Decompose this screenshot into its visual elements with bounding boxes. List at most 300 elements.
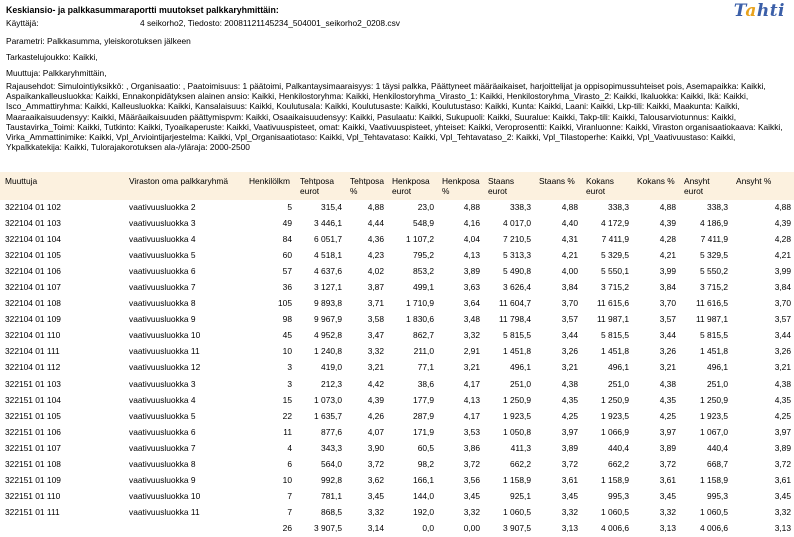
table-cell: 212,3 bbox=[321, 378, 342, 389]
table-cell: 322151 01 108 bbox=[5, 458, 61, 469]
table-cell: 2,91 bbox=[463, 346, 480, 357]
table-cell: 3,72 bbox=[561, 458, 578, 469]
table-cell: 211,0 bbox=[413, 346, 434, 357]
table-cell: 3,89 bbox=[561, 442, 578, 453]
table-cell: 322104 01 103 bbox=[5, 218, 61, 229]
table-cell: 4,17 bbox=[463, 378, 480, 389]
table-cell: 4,88 bbox=[367, 202, 384, 212]
table-cell: 251,0 bbox=[707, 378, 728, 389]
table-cell: 3,13 bbox=[774, 522, 791, 533]
table-cell: vaativuusluokka 12 bbox=[129, 362, 201, 373]
table-cell: 3,89 bbox=[774, 442, 791, 453]
table-cell: vaativuusluokka 8 bbox=[129, 458, 196, 469]
table-cell: 4,44 bbox=[367, 218, 384, 229]
table-cell: 1 250,9 bbox=[601, 394, 629, 405]
table-cell: 1 923,5 bbox=[601, 410, 629, 421]
column-header: Tehtposa eurot bbox=[300, 176, 334, 196]
table-cell: 3,97 bbox=[774, 426, 791, 437]
table-cell: 496,1 bbox=[510, 362, 531, 373]
table-cell: 662,2 bbox=[510, 458, 531, 469]
table-cell: 166,1 bbox=[413, 474, 434, 485]
table-cell: 15 bbox=[282, 394, 292, 405]
table-cell: vaativuusluokka 3 bbox=[129, 218, 196, 229]
table-cell: 4 952,8 bbox=[314, 330, 342, 341]
table-cell: 3,72 bbox=[659, 458, 676, 469]
table-cell: 9 967,9 bbox=[314, 314, 342, 325]
table-cell: 4 172,9 bbox=[601, 218, 629, 229]
table-cell: 564,0 bbox=[321, 458, 342, 469]
table-cell: 4 637,6 bbox=[314, 266, 342, 277]
table-cell: 4,36 bbox=[367, 234, 384, 245]
table-cell: 3 907,5 bbox=[314, 522, 342, 533]
table-cell: 338,3 bbox=[608, 202, 629, 212]
table-cell: 7 210,5 bbox=[503, 234, 531, 245]
table-cell: 251,0 bbox=[510, 378, 531, 389]
table-cell: 45 bbox=[282, 330, 292, 341]
table-row bbox=[0, 264, 794, 280]
table-cell: 11 bbox=[283, 426, 292, 437]
table-cell: 3,99 bbox=[659, 266, 676, 277]
table-cell: 3,70 bbox=[659, 298, 676, 309]
table-cell: 3,71 bbox=[367, 298, 384, 309]
table-cell: 338,3 bbox=[707, 202, 728, 212]
table-cell: 1 635,7 bbox=[314, 410, 342, 421]
table-cell: vaativuusluokka 10 bbox=[129, 330, 201, 341]
table-header-row bbox=[0, 172, 794, 200]
table-cell: 3,57 bbox=[561, 314, 578, 325]
table-cell: vaativuusluokka 2 bbox=[129, 202, 196, 212]
table-cell: 3,21 bbox=[561, 362, 578, 373]
table-cell: 322104 01 108 bbox=[5, 298, 61, 309]
table-cell: 3,89 bbox=[659, 442, 676, 453]
table-cell: 322151 01 103 bbox=[5, 378, 61, 389]
table-cell: 4,25 bbox=[659, 410, 676, 421]
table-cell: 3,61 bbox=[659, 474, 676, 485]
table-cell: 3,99 bbox=[774, 266, 791, 277]
table-cell: 3,56 bbox=[463, 474, 480, 485]
table-cell: 4,38 bbox=[659, 378, 676, 389]
table-cell: 6 bbox=[287, 458, 292, 469]
table-cell: vaativuusluokka 4 bbox=[129, 234, 196, 245]
table-cell: 853,2 bbox=[413, 266, 434, 277]
table-cell: 38,6 bbox=[417, 378, 434, 389]
table-cell: 171,9 bbox=[413, 426, 434, 437]
table-cell: 1 067,0 bbox=[700, 426, 728, 437]
table-cell: 10 bbox=[282, 474, 292, 485]
table-cell: 5 550,1 bbox=[601, 266, 629, 277]
table-cell: 322104 01 102 bbox=[5, 202, 61, 212]
table-row bbox=[0, 425, 794, 441]
table-cell: 7 411,9 bbox=[601, 234, 629, 245]
table-cell: 3,21 bbox=[367, 362, 384, 373]
table-cell: 1 107,2 bbox=[406, 234, 434, 245]
table-cell: 11 616,5 bbox=[696, 298, 728, 309]
table-row bbox=[0, 473, 794, 489]
table-cell: 3,63 bbox=[463, 282, 480, 293]
table-cell: 322151 01 109 bbox=[5, 474, 61, 485]
table-row bbox=[0, 328, 794, 344]
table-cell: 3,48 bbox=[463, 314, 480, 325]
table-cell: 4,04 bbox=[463, 234, 480, 245]
table-row bbox=[0, 393, 794, 409]
table-cell: 105 bbox=[278, 298, 292, 309]
table-cell: 4,16 bbox=[463, 218, 480, 229]
table-cell: 3,72 bbox=[774, 458, 791, 469]
table-cell: 496,1 bbox=[608, 362, 629, 373]
table-cell: 1 060,5 bbox=[601, 506, 629, 517]
table-cell: 192,0 bbox=[413, 506, 434, 517]
table-cell: 322104 01 106 bbox=[5, 266, 61, 277]
table-row bbox=[0, 200, 794, 216]
table-cell: vaativuusluokka 5 bbox=[129, 410, 196, 421]
column-header: Henkposa % bbox=[442, 176, 480, 196]
table-cell: 3,97 bbox=[561, 426, 578, 437]
table-row bbox=[0, 232, 794, 248]
table-cell: 4,39 bbox=[774, 218, 791, 229]
table-cell: 4,35 bbox=[659, 394, 676, 405]
table-cell: vaativuusluokka 9 bbox=[129, 314, 196, 325]
table-cell: 3,62 bbox=[367, 474, 384, 485]
table-cell: 60,5 bbox=[417, 442, 434, 453]
table-cell: 3,13 bbox=[561, 522, 578, 533]
table-cell: 3,45 bbox=[561, 490, 578, 501]
table-cell: 322151 01 111 bbox=[5, 506, 60, 517]
table-cell: 4 186,9 bbox=[700, 218, 728, 229]
column-header: Ansyht % bbox=[736, 176, 772, 186]
table-cell: 4,38 bbox=[561, 378, 578, 389]
table-row bbox=[0, 505, 794, 521]
table-row bbox=[0, 216, 794, 232]
table-cell: 4,88 bbox=[659, 202, 676, 212]
table-cell: 5 313,3 bbox=[503, 250, 531, 261]
table-cell: 22 bbox=[282, 410, 292, 421]
table-cell: 4,35 bbox=[561, 394, 578, 405]
table-cell: vaativuusluokka 11 bbox=[129, 506, 200, 517]
table-body bbox=[0, 200, 794, 537]
table-cell: 3,70 bbox=[774, 298, 791, 309]
table-cell: 3,57 bbox=[774, 314, 791, 325]
table-cell: 26 bbox=[282, 522, 292, 533]
table-cell: 1 158,9 bbox=[700, 474, 728, 485]
table-cell: 9 893,8 bbox=[314, 298, 342, 309]
table-cell: 995,3 bbox=[707, 490, 728, 501]
table-cell: 251,0 bbox=[608, 378, 629, 389]
table-cell: 1 250,9 bbox=[700, 394, 728, 405]
table-cell: vaativuusluokka 6 bbox=[129, 426, 196, 437]
table-cell: 781,1 bbox=[321, 490, 342, 501]
table-cell: 5 815,5 bbox=[503, 330, 531, 341]
table-row bbox=[0, 377, 794, 393]
table-cell: 23,0 bbox=[417, 202, 434, 212]
table-cell: 3,32 bbox=[463, 330, 480, 341]
table-cell: 5 550,2 bbox=[700, 266, 728, 277]
table-row bbox=[0, 457, 794, 473]
results-table bbox=[0, 172, 794, 537]
table-cell: 4,42 bbox=[367, 378, 384, 389]
report-title: Keskiansio- ja palkkasummaraportti muutokset palkkaryhmittäin: bbox=[6, 5, 279, 15]
table-cell: 322104 01 104 bbox=[5, 234, 61, 245]
table-cell: 11 604,7 bbox=[499, 298, 531, 309]
user-value: 4 seikorho2, Tiedosto: 20081121145234_504001_seikorho2_0208.csv bbox=[140, 18, 400, 28]
table-cell: 10 bbox=[282, 346, 292, 357]
table-cell: 419,0 bbox=[321, 362, 342, 373]
table-row bbox=[0, 296, 794, 312]
table-cell: 3,44 bbox=[659, 330, 676, 341]
tahti-logo bbox=[734, 1, 785, 21]
table-cell: 548,9 bbox=[413, 218, 434, 229]
table-cell: 496,1 bbox=[707, 362, 728, 373]
table-cell: 287,9 bbox=[413, 410, 434, 421]
table-cell: 4,25 bbox=[561, 410, 578, 421]
table-cell: 3,21 bbox=[463, 362, 480, 373]
table-cell: 3,32 bbox=[367, 346, 384, 357]
table-cell: 3,32 bbox=[659, 506, 676, 517]
table-cell: 1 710,9 bbox=[406, 298, 434, 309]
table-cell: 3,84 bbox=[659, 282, 676, 293]
table-cell: 11 798,4 bbox=[499, 314, 531, 325]
column-header: Staans % bbox=[539, 176, 575, 186]
user-label: Käyttäjä: bbox=[6, 18, 39, 28]
table-cell: 668,7 bbox=[707, 458, 728, 469]
table-cell: 4,39 bbox=[659, 218, 676, 229]
table-cell: 322151 01 107 bbox=[5, 442, 61, 453]
table-cell: 0,00 bbox=[463, 522, 480, 533]
table-cell: 862,7 bbox=[413, 330, 434, 341]
table-cell: 3,61 bbox=[561, 474, 578, 485]
table-cell: 4,88 bbox=[774, 202, 791, 212]
table-cell: 4,88 bbox=[463, 202, 480, 212]
table-cell: 3,53 bbox=[463, 426, 480, 437]
table-cell: 322104 01 110 bbox=[5, 330, 61, 341]
table-cell: 3,72 bbox=[463, 458, 480, 469]
parameter-line: Parametri: Palkkasumma, yleiskorotuksen jälkeen bbox=[6, 36, 191, 46]
table-cell: 3,45 bbox=[659, 490, 676, 501]
table-cell: 3,87 bbox=[367, 282, 384, 293]
table-cell: 4,23 bbox=[367, 250, 384, 261]
table-cell: 3,44 bbox=[561, 330, 578, 341]
table-cell: 1 060,5 bbox=[503, 506, 531, 517]
table-cell: 925,1 bbox=[510, 490, 531, 501]
table-cell: 3 715,2 bbox=[700, 282, 728, 293]
table-cell: 338,3 bbox=[510, 202, 531, 212]
table-cell: 4 006,6 bbox=[601, 522, 629, 533]
table-cell: 4 006,6 bbox=[700, 522, 728, 533]
table-cell: 84 bbox=[282, 234, 292, 245]
table-cell: 4,07 bbox=[367, 426, 384, 437]
table-cell: 1 050,8 bbox=[503, 426, 531, 437]
table-row bbox=[0, 248, 794, 264]
table-row bbox=[0, 441, 794, 457]
column-header: Tehtposa % bbox=[350, 176, 384, 196]
table-cell: 5 329,5 bbox=[700, 250, 728, 261]
table-cell: 3,64 bbox=[463, 298, 480, 309]
table-cell: 3,44 bbox=[774, 330, 791, 341]
column-header: Staans eurot bbox=[488, 176, 515, 196]
logo-hti: hti bbox=[756, 1, 785, 21]
table-cell: vaativuusluokka 3 bbox=[129, 378, 196, 389]
table-cell: vaativuusluokka 7 bbox=[129, 442, 196, 453]
table-cell: 995,3 bbox=[608, 490, 629, 501]
table-cell: 4,13 bbox=[463, 250, 480, 261]
table-cell: 1 158,9 bbox=[503, 474, 531, 485]
table-cell: 4,31 bbox=[561, 234, 578, 245]
table-cell: 98,2 bbox=[417, 458, 434, 469]
table-cell: 3,84 bbox=[774, 282, 791, 293]
table-cell: 4,21 bbox=[561, 250, 578, 261]
table-cell: 4,00 bbox=[561, 266, 578, 277]
table-cell bbox=[0, 521, 124, 537]
table-cell: 3,13 bbox=[659, 522, 676, 533]
table-cell: 3 bbox=[287, 362, 292, 373]
table-cell: vaativuusluokka 9 bbox=[129, 474, 196, 485]
table-cell: 3 bbox=[287, 378, 292, 389]
table-cell: 440,4 bbox=[707, 442, 728, 453]
table-cell: vaativuusluokka 4 bbox=[129, 394, 196, 405]
table-cell: 3,84 bbox=[561, 282, 578, 293]
table-cell: 322151 01 105 bbox=[5, 410, 61, 421]
column-header: Viraston oma palkkaryhmä bbox=[129, 176, 228, 186]
table-cell: 11 615,6 bbox=[597, 298, 629, 309]
table-cell: 4,39 bbox=[367, 394, 384, 405]
table-cell: 7 bbox=[287, 490, 292, 501]
table-cell: 177,9 bbox=[413, 394, 434, 405]
table-cell: 1 923,5 bbox=[503, 410, 531, 421]
table-cell: 1 451,8 bbox=[700, 346, 728, 357]
table-cell: 4 518,1 bbox=[314, 250, 342, 261]
table-cell: 322104 01 105 bbox=[5, 250, 61, 261]
table-cell: vaativuusluokka 11 bbox=[129, 346, 200, 357]
table-cell: 5 bbox=[287, 202, 292, 212]
table-cell: 3 626,4 bbox=[503, 282, 531, 293]
table-row bbox=[0, 489, 794, 505]
table-cell: 1 060,5 bbox=[700, 506, 728, 517]
table-cell: 3,61 bbox=[774, 474, 791, 485]
table-cell: vaativuusluokka 5 bbox=[129, 250, 196, 261]
table-cell: 4,21 bbox=[659, 250, 676, 261]
table-cell: 992,8 bbox=[321, 474, 342, 485]
table-cell: 4,28 bbox=[659, 234, 676, 245]
table-cell: 3,72 bbox=[367, 458, 384, 469]
table-cell: 322151 01 110 bbox=[5, 490, 61, 501]
table-cell: 4,88 bbox=[561, 202, 578, 212]
table-cell: 868,5 bbox=[321, 506, 342, 517]
table-cell: 4,35 bbox=[774, 394, 791, 405]
table-cell: 3,26 bbox=[659, 346, 676, 357]
table-row bbox=[0, 409, 794, 425]
table-cell: 3,57 bbox=[659, 314, 676, 325]
table-row bbox=[0, 344, 794, 360]
table-cell: 3,70 bbox=[561, 298, 578, 309]
table-cell: 3 446,1 bbox=[314, 218, 342, 229]
logo-t: T bbox=[733, 1, 746, 21]
column-header: Henkposa eurot bbox=[392, 176, 430, 196]
table-cell: 795,2 bbox=[413, 250, 434, 261]
table-cell: 322104 01 111 bbox=[5, 346, 60, 357]
table-cell: 3,32 bbox=[367, 506, 384, 517]
table-cell: 440,4 bbox=[608, 442, 629, 453]
table-cell: 4,26 bbox=[367, 410, 384, 421]
table-cell: 77,1 bbox=[417, 362, 434, 373]
table-cell: 4,25 bbox=[774, 410, 791, 421]
table-cell: vaativuusluokka 10 bbox=[129, 490, 201, 501]
table-row bbox=[0, 360, 794, 376]
table-cell: 1 451,8 bbox=[503, 346, 531, 357]
table-cell: 3,26 bbox=[561, 346, 578, 357]
table-cell: 3,58 bbox=[367, 314, 384, 325]
table-cell: 3,45 bbox=[774, 490, 791, 501]
table-cell: 322104 01 109 bbox=[5, 314, 61, 325]
table-cell: 4,21 bbox=[774, 250, 791, 261]
table-row bbox=[0, 521, 794, 537]
table-cell: 1 830,6 bbox=[406, 314, 434, 325]
table-cell: 5 815,5 bbox=[700, 330, 728, 341]
table-cell: 6 051,7 bbox=[314, 234, 342, 245]
table-cell: 3,14 bbox=[367, 522, 384, 533]
table-cell: 4,38 bbox=[774, 378, 791, 389]
table-cell: 1 451,8 bbox=[601, 346, 629, 357]
restrictions-text: Rajausehdot: Simulointiyksikkö: , Organisaatio: , Paatoimisuus: 1 päätoimi, Palkantaysimaaraisyys: 1 täysi palkka, Päättyneet määräaikaiset, harjoittelijat ja oppisopimussuhteiset pois, Asemapaikka: Kaikki, Aspaikankalleusluokka: Kaikki, Ennakonpidätyksen alainen ansio: Kaikki, Henkilostoryhma: Kaikki, Henkilostoryhma_Virasto_1: Kaikki, Henkilostoryhma_Virasto_2: Kaikki, Ikaluokka: Kaikki, Ikä: Kaikki, Isco_Ammattiryhma: Kaikki, Kalleusluokka: Kaikki, Kansalaisuus: Kaikki, Koulutusala: Kaikki, Koulutusaste: Kaikki, Koulutustaso: Kaikki, Kunta: Kaikki, Laani: Kaikki, Lkp-tili: Kaikki, Maakunta: Kaikki, Maaraaikaisuudensyy: Kaikki, Määräaikaisuuden päättymispvm: Kaikki, Osaaikaisuudensyy: Kaikki, Pasulaatu: Kaikki, Sukupuoli: Kaikki, Suuralue: Kaikki, Takp-tili: Kaikki, Talousarviotunnus: Kaikki, Taustavirka_Toimi: Kaikki, Tutkinto: Kaikki, Tyoaikaperuste: Kaikki, Vaativuuspisteet, omat: Kaikki, Vaativuuspisteet, yhteiset: Kaikki, Veroprosentti: Kaikki, Viranluonne: Kaikki, Viraston organisaatiokaava: Kaikki, Virka_Ammattinimike: Kaikki, Vpl_Arviointijarjestelma: Kaikki, Vpl_Organisaatiotaso: Kaikki, Vpl_Tehtavataso: Kaikki, Vpl_Tehtavataso_2: Kaikki, Vpl_Tilastoperhe: Kaikki, Vpl_Vaativuustaso: Kaikki, Ykpalkkatekija: Kaikki, Tulorajakorotuksen ala-/yläraja: 2000-2500 bbox=[6, 81, 783, 153]
table-cell: 1 250,9 bbox=[503, 394, 531, 405]
table-cell: 3,86 bbox=[463, 442, 480, 453]
table-cell: 3,32 bbox=[463, 506, 480, 517]
table-cell: 1 158,9 bbox=[601, 474, 629, 485]
table-cell: 3,26 bbox=[774, 346, 791, 357]
table-cell: vaativuusluokka 7 bbox=[129, 282, 196, 293]
table-cell: 4,13 bbox=[463, 394, 480, 405]
column-header: Kokans % bbox=[637, 176, 675, 186]
table-cell: 3,97 bbox=[659, 426, 676, 437]
table-row bbox=[0, 280, 794, 296]
table-cell: 3,90 bbox=[367, 442, 384, 453]
table-cell: 3,45 bbox=[367, 490, 384, 501]
table-cell: 499,1 bbox=[413, 282, 434, 293]
table-cell bbox=[124, 521, 244, 537]
table-cell: 322151 01 106 bbox=[5, 426, 61, 437]
table-cell: 4 bbox=[287, 442, 292, 453]
table-cell: 4,28 bbox=[774, 234, 791, 245]
table-cell: 3 127,1 bbox=[314, 282, 342, 293]
column-header: Kokans eurot bbox=[586, 176, 614, 196]
table-cell: 3,89 bbox=[463, 266, 480, 277]
table-cell: vaativuusluokka 6 bbox=[129, 266, 196, 277]
table-cell: 662,2 bbox=[608, 458, 629, 469]
table-cell: 3,21 bbox=[774, 362, 791, 373]
table-cell: 5 329,5 bbox=[601, 250, 629, 261]
table-cell: 1 066,9 bbox=[601, 426, 629, 437]
table-cell: 3 715,2 bbox=[601, 282, 629, 293]
table-cell: 877,6 bbox=[321, 426, 342, 437]
table-cell: 322104 01 112 bbox=[5, 362, 61, 373]
table-cell: 5 815,5 bbox=[601, 330, 629, 341]
table-cell: 343,3 bbox=[321, 442, 342, 453]
table-cell: 98 bbox=[282, 314, 292, 325]
table-cell: 1 923,5 bbox=[700, 410, 728, 421]
table-cell: 11 987,1 bbox=[696, 314, 728, 325]
table-cell: 57 bbox=[282, 266, 292, 277]
table-cell: 4,40 bbox=[561, 218, 578, 229]
table-cell: 4 017,0 bbox=[503, 218, 531, 229]
table-cell: 7 411,9 bbox=[700, 234, 728, 245]
column-header: Henkilölkm bbox=[249, 176, 290, 186]
table-cell: 322104 01 107 bbox=[5, 282, 61, 293]
table-cell: 49 bbox=[282, 218, 292, 229]
table-row bbox=[0, 312, 794, 328]
table-cell: 36 bbox=[282, 282, 292, 293]
table-cell: 4,17 bbox=[463, 410, 480, 421]
table-cell: 3,32 bbox=[774, 506, 791, 517]
variable-line: Muuttuja: Palkkaryhmittäin, bbox=[6, 68, 107, 78]
table-cell: vaativuusluokka 8 bbox=[129, 298, 196, 309]
